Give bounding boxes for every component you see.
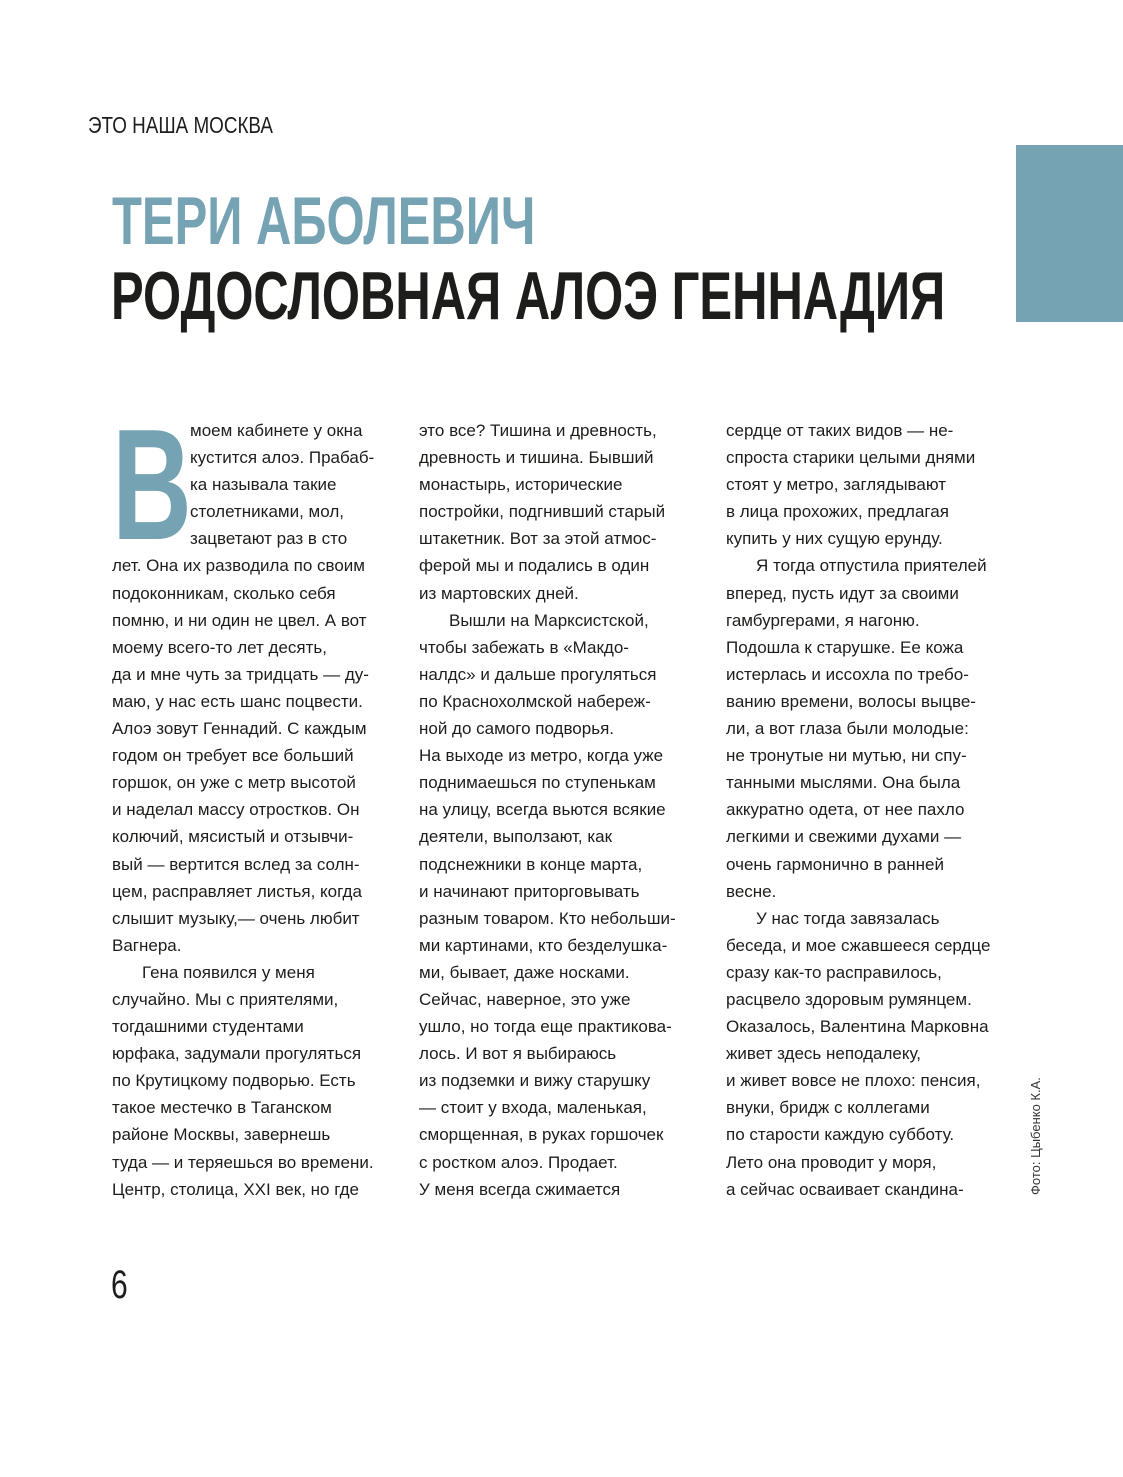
text-column-2 <box>419 417 719 1203</box>
text-line: да и мне чуть за тридцать — ду- <box>112 664 369 684</box>
text-line: Сейчас, наверное, это уже <box>419 989 631 1009</box>
text-line: и начинают приторговывать <box>419 881 640 901</box>
text-line: не тронутые ни мутью, ни спу- <box>726 746 967 766</box>
text-line: Подошла к старушке. Ее кожа <box>726 637 964 657</box>
text-line: древность и тишина. Бывший <box>419 448 654 468</box>
text-line: случайно. Мы с приятелями, <box>112 989 339 1009</box>
text-line: ми, бывает, даже носками. <box>419 962 630 982</box>
text-line: колючий, мясистый и отзывчи- <box>112 827 354 847</box>
drop-cap: В <box>112 420 192 550</box>
text-line: вый — вертится вслед за солн- <box>112 854 360 874</box>
text-line: весне. <box>726 881 777 901</box>
text-column-3 <box>726 417 1026 1203</box>
text-line: Вышли на Марксистской, <box>449 610 649 630</box>
text-line: районе Москвы, завернешь <box>112 1125 331 1145</box>
text-line: по старости каждую субботу. <box>726 1125 955 1145</box>
text-line: моем кабинете у окна <box>190 421 363 440</box>
text-line: ушло, но тогда еще практикова- <box>419 1017 672 1037</box>
text-line: помню, и ни один не цвел. А вот <box>112 610 367 630</box>
text-line: лет. Она их разводила по своим <box>112 556 365 576</box>
text-line: подоконникам, сколько себя <box>112 583 336 603</box>
text-line: сердце от таких видов — не- <box>726 421 954 440</box>
text-line: поднимаешься по ступенькам <box>419 773 656 793</box>
text-line: из подземки и вижу старушку <box>419 1071 651 1091</box>
text-line: Гена появился у меня <box>142 962 315 982</box>
text-line: столетниками, мол, <box>190 502 344 522</box>
text-line: налдс» и дальше прогуляться <box>419 664 657 684</box>
text-line: цем, расправляет листья, когда <box>112 881 362 901</box>
text-line: а сейчас осваивает скандина- <box>726 1179 964 1199</box>
text-line: Алоэ зовут Геннадий. С каждым <box>112 719 367 739</box>
text-line: вперед, пусть идут за своими <box>726 583 959 603</box>
text-line: и живет вовсе не плохо: пенсия, <box>726 1071 981 1091</box>
text-line: — стоит у входа, маленькая, <box>419 1098 647 1118</box>
article-author: ТЕРИ АБОЛЕВИЧ <box>112 183 536 259</box>
text-line: подснежники в конце марта, <box>419 854 643 874</box>
text-line: годом он требует все больший <box>112 746 354 766</box>
text-line: легкими и свежими духами — <box>726 827 962 847</box>
text-line: купить у них сущую ерунду. <box>726 529 943 549</box>
text-line: монастырь, исторические <box>419 475 623 495</box>
text-line: и наделал массу отростков. Он <box>112 800 360 820</box>
text-line: это все? Тишина и древность, <box>419 421 657 440</box>
text-line: истерлась и иссохла по требо- <box>726 664 969 684</box>
text-line: кустится алоэ. Прабаб- <box>190 448 375 468</box>
text-line: ной до самого подворья. <box>419 719 615 739</box>
text-line: слышит музыку,— очень любит <box>112 908 360 928</box>
text-line: ми картинами, кто безделушка- <box>419 935 668 955</box>
text-line: ли, а вот глаза были молодые: <box>726 719 969 739</box>
text-line: лось. И вот я выбираюсь <box>419 1044 617 1064</box>
text-line: сразу как-то расправилось, <box>726 962 942 982</box>
text-line: расцвело здоровым румянцем. <box>726 989 972 1009</box>
text-line: Я тогда отпустила приятелей <box>756 556 987 576</box>
article-title: РОДОСЛОВНАЯ АЛОЭ ГЕННАДИЯ <box>111 258 946 334</box>
text-line: в лица прохожих, предлагая <box>726 502 949 522</box>
text-line: юрфака, задумали прогуляться <box>112 1044 362 1064</box>
text-column-1 <box>112 417 412 1203</box>
text-line: танными мыслями. Она была <box>726 773 961 793</box>
text-line: аккуратно одета, от нее пахло <box>726 800 965 820</box>
text-line: сморщенная, в руках горшочек <box>419 1125 664 1145</box>
text-line: У меня всегда сжимается <box>419 1179 621 1199</box>
text-line: постройки, подгнивший старый <box>419 502 666 522</box>
page-number: 6 <box>111 1263 128 1307</box>
text-line: штакетник. Вот за этой атмос- <box>419 529 657 549</box>
text-line: ванию времени, волосы выцве- <box>726 691 976 711</box>
text-line: ка называла такие <box>190 475 337 495</box>
text-line: очень гармонично в ранней <box>726 854 944 874</box>
text-line: Оказалось, Валентина Марковна <box>726 1017 989 1037</box>
text-line: ферой мы и подались в один <box>419 556 650 576</box>
text-line: разным товаром. Кто небольши- <box>419 908 676 928</box>
text-line: тогдашними студентами <box>112 1017 304 1037</box>
section-label: ЭТО НАША МОСКВА <box>88 112 273 138</box>
text-line: такое местечко в Таганском <box>112 1098 332 1118</box>
text-line: из мартовских дней. <box>419 583 579 603</box>
text-line: по Крутицкому подворью. Есть <box>112 1071 356 1091</box>
text-line: У нас тогда завязалась <box>756 908 940 928</box>
text-line: чтобы забежать в «Макдо- <box>419 637 629 657</box>
text-line: горшок, он уже с метр высотой <box>112 773 356 793</box>
text-line: зацветают раз в сто <box>190 529 348 549</box>
text-line: деятели, выползают, как <box>419 827 613 847</box>
text-line: на улицу, всегда вьются всякие <box>419 800 666 820</box>
accent-block <box>1016 145 1123 322</box>
text-line: Центр, столица, XXI век, но где <box>112 1179 360 1199</box>
photo-credit: Фото: Цыбенко К.А. <box>1028 1077 1043 1195</box>
text-line: беседа, и мое сжавшееся сердце <box>726 935 991 955</box>
text-line: по Краснохолмской набереж- <box>419 691 651 711</box>
text-line: стоят у метро, заглядывают <box>726 475 947 495</box>
text-line: Вагнера. <box>112 935 182 955</box>
text-line: Лето она проводит у моря, <box>726 1152 937 1172</box>
text-line: спроста старики целыми днями <box>726 448 976 468</box>
text-line: внуки, бридж с коллегами <box>726 1098 930 1118</box>
text-line: гамбургерами, я нагоню. <box>726 610 920 630</box>
text-line: туда — и теряешься во времени. <box>112 1152 374 1172</box>
text-line: живет здесь неподалеку, <box>726 1044 922 1064</box>
text-line: маю, у нас есть шанс поцвести. <box>112 691 363 711</box>
text-line: с ростком алоэ. Продает. <box>419 1152 618 1172</box>
text-line: моему всего-то лет десять, <box>112 637 327 657</box>
text-line: На выходе из метро, когда уже <box>419 746 664 766</box>
